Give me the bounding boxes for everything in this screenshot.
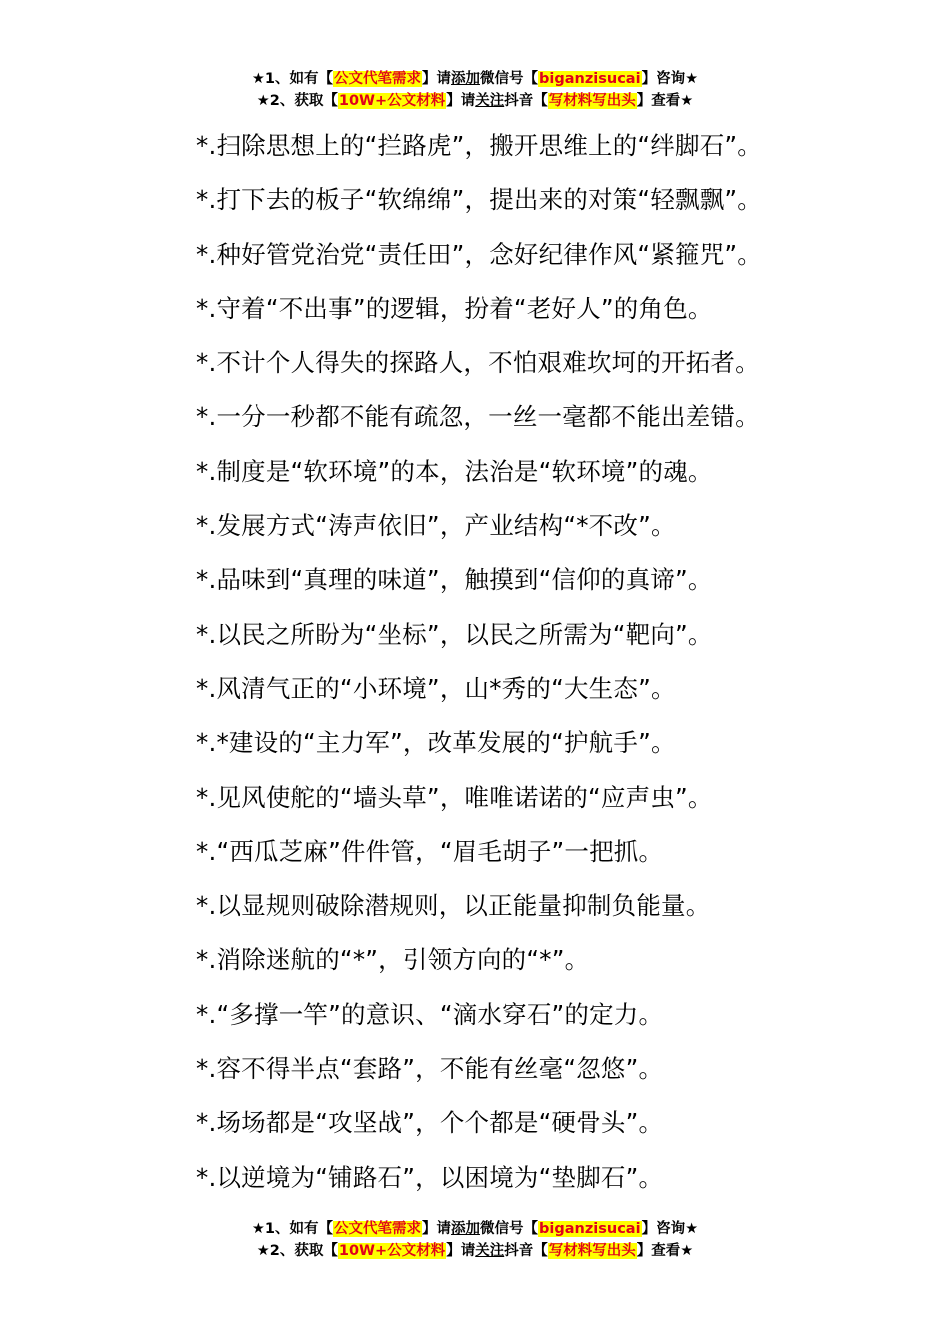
banner-text: 抖音【 xyxy=(504,93,548,109)
banner-underline: 关注 xyxy=(475,93,505,109)
banner-highlight: 公文代笔需求 xyxy=(334,1221,422,1237)
list-item: *.消除迷航的“*”，引领方向的“*”。 xyxy=(196,945,590,975)
list-item: *.发展方式“涛声依旧”，产业结构“*不改”。 xyxy=(196,511,676,541)
banner-text: 微信号【 xyxy=(480,71,539,87)
banner-text: 】请 xyxy=(422,71,452,87)
list-item: *.“西瓜芝麻”件件管，“眉毛胡子”一把抓。 xyxy=(196,836,664,866)
list-item: *.场场都是“攻坚战”，个个都是“硬骨头”。 xyxy=(196,1108,664,1138)
banner-text: ★1、如有【 xyxy=(251,1221,334,1237)
phrase-list xyxy=(196,126,936,1212)
list-item: *.“多撑一竿”的意识、“滴水穿石”的定力。 xyxy=(196,999,664,1029)
banner-line-2 xyxy=(0,1240,950,1262)
banner-text: ★2、获取【 xyxy=(256,1243,338,1259)
list-item: *.以显规则破除潜规则，以正能量抑制负能量。 xyxy=(196,891,711,921)
banner-underline: 添加 xyxy=(451,1221,481,1237)
banner-highlight: 公文代笔需求 xyxy=(334,71,422,87)
list-item: *.品味到“真理的味道”，触摸到“信仰的真谛”。 xyxy=(196,565,713,595)
list-item: *.不计个人得失的探路人，不怕艰难坎坷的开拓者。 xyxy=(196,348,760,378)
list-item: *.以逆境为“铺路石”，以困境为“垫脚石”。 xyxy=(196,1162,664,1192)
banner-text: 】咨询★ xyxy=(641,1221,699,1237)
banner-underline: 添加 xyxy=(451,71,481,87)
banner-text: ★2、获取【 xyxy=(256,93,338,109)
banner-text: 抖音【 xyxy=(504,1243,548,1259)
list-item: *.*建设的“主力军”，改革发展的“护航手”。 xyxy=(196,728,676,758)
banner-highlight: 写材料写出头 xyxy=(548,1243,636,1259)
banner-text: 】请 xyxy=(446,1243,476,1259)
list-item: *.扫除思想上的“拦路虎”，搬开思维上的“绊脚石”。 xyxy=(196,131,763,160)
list-item: *.容不得半点“套路”，不能有丝毫“忽悠”。 xyxy=(196,1054,664,1084)
banner-text: 】查看★ xyxy=(636,1243,694,1259)
list-item: *.制度是“软环境”的本，法治是“软环境”的魂。 xyxy=(196,456,713,486)
banner-text: 】咨询★ xyxy=(641,71,699,87)
banner-text: ★1、如有【 xyxy=(251,71,334,87)
banner-text: 】查看★ xyxy=(636,93,694,109)
banner-text: 微信号【 xyxy=(480,1221,539,1237)
banner-underline: 关注 xyxy=(475,1243,505,1259)
banner-highlight: 10W+公文材料 xyxy=(338,93,446,109)
list-item: *.守着“不出事”的逻辑，扮着“老好人”的角色。 xyxy=(196,293,713,323)
list-item: *.风清气正的“小环境”，山*秀的“大生态”。 xyxy=(196,673,676,703)
banner-highlight: 10W+公文材料 xyxy=(338,1243,446,1259)
banner-highlight: biganzisucai xyxy=(539,1221,641,1237)
list-item: *.种好管党治党“责任田”，念好纪律作风“紧箍咒”。 xyxy=(196,239,763,269)
banner-line-1 xyxy=(0,68,950,90)
list-item: *.一分一秒都不能有疏忽，一丝一毫都不能出差错。 xyxy=(196,402,760,432)
banner-highlight: 写材料写出头 xyxy=(548,93,636,109)
list-item: *.见风使舵的“墙头草”，唯唯诺诺的“应声虫”。 xyxy=(196,782,713,812)
banner-highlight: biganzisucai xyxy=(539,71,641,87)
banner-text: 】请 xyxy=(446,93,476,109)
footer-banner xyxy=(0,1218,950,1262)
list-item: *.以民之所盼为“坐标”，以民之所需为“靶向”。 xyxy=(196,619,713,649)
header-banner xyxy=(0,68,950,112)
banner-text: 】请 xyxy=(422,1221,452,1237)
banner-line-1 xyxy=(0,1218,950,1240)
banner-line-2 xyxy=(0,90,950,112)
list-item: *.打下去的板子“软绵绵”，提出来的对策“轻飘飘”。 xyxy=(196,185,763,215)
